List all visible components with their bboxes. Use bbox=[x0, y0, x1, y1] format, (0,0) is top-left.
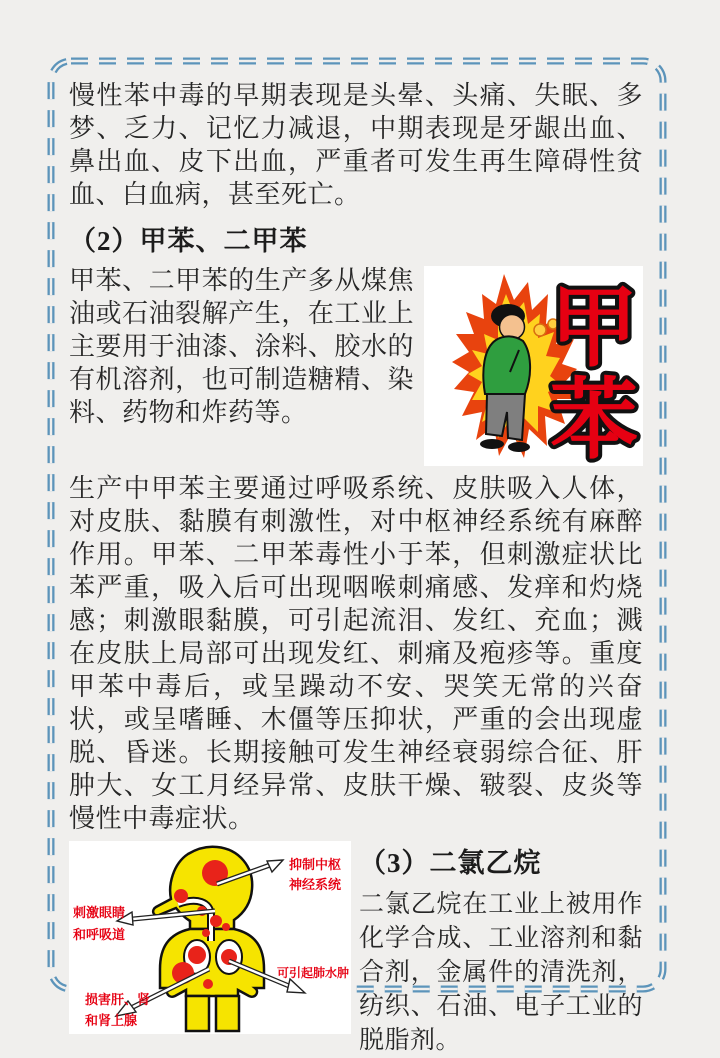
label-pulmonary-edema: 可引起肺水肿 bbox=[277, 966, 350, 980]
section3-paragraph: 二氯乙烷在工业上被用作化学合成、工业溶剂和黏合剂，金属件的清洗剂，纺织、石油、电子工业的脱脂剂。 bbox=[359, 891, 643, 1054]
label-eyes-airway-1: 刺激眼睛 bbox=[73, 905, 126, 920]
figure-leg-right bbox=[216, 996, 239, 1031]
section2-heading: （2）甲苯、二甲苯 bbox=[69, 226, 308, 256]
toluene-char-top: 甲 bbox=[549, 278, 639, 377]
section2-paragraph1: 甲苯、二甲苯的生产多从煤焦油或石油裂解产生，在工业上主要用于油漆、涂料、胶水的有机溶剂，也可制造糖精、染料、药物和炸药等。 bbox=[69, 266, 414, 427]
section3-heading: （3）二氯乙烷 bbox=[359, 848, 542, 878]
intro-paragraph: 慢性苯中毒的早期表现是头晕、头痛、失眠、多梦、乏力、记忆力减退，中期表现是牙龈出血、鼻出血、皮下出血，严重者可发生再生障碍性贫血、白血病，甚至死亡。 bbox=[69, 81, 643, 209]
label-liver-kidney-2: 和肾上腺 bbox=[85, 1013, 138, 1028]
spark-1 bbox=[534, 324, 546, 336]
label-central-nervous-1: 抑制中枢 bbox=[289, 857, 342, 872]
toluene-char-bottom: 苯 bbox=[549, 370, 639, 466]
man-shoe-right bbox=[508, 442, 530, 452]
figure-leg-left bbox=[186, 996, 209, 1031]
label-central-nervous-2: 神经系统 bbox=[289, 877, 342, 892]
section2-paragraph2: 生产中甲苯主要通过呼吸系统、皮肤吸入人体，对皮肤、黏膜有刺激性，对中枢神经系统有麻醉作用。甲苯、二甲苯毒性小于苯，但刺激症状比苯严重，吸入后可出现咽喉刺痛感、发痒和灼烧感；刺激眼黏膜，可引起流泪、发红、充血；溅在皮肤上局部可出现发红、刺痛及疱疹等。重度甲苯中毒后，或呈躁动不安、哭笑无常的兴奋状，或呈嗜睡、木僵等压抑状，严重的会出现虚脱、昏迷。长期接触可发生神经衰弱综合征、肝肿大、女工月经异常、皮肤干燥、皲裂、皮炎等慢性中毒症状。 bbox=[69, 474, 643, 833]
page-content bbox=[47, 57, 667, 1054]
man-shirt bbox=[483, 336, 530, 394]
label-eyes-airway-2: 和呼吸道 bbox=[73, 927, 126, 942]
dichloroethane-body-diagram bbox=[69, 841, 351, 1034]
body-diagram-graphic bbox=[69, 841, 351, 1034]
toluene-illustration-graphic bbox=[424, 266, 643, 466]
dashed-border-frame bbox=[47, 57, 667, 1054]
man-shoe-left bbox=[480, 439, 504, 449]
label-liver-kidney-1: 损害肝、肾 bbox=[85, 992, 151, 1007]
toluene-burning-man-illustration bbox=[424, 266, 643, 466]
section3-text-column bbox=[359, 841, 643, 1058]
section2-block bbox=[69, 264, 643, 472]
section3-block bbox=[69, 841, 643, 1058]
